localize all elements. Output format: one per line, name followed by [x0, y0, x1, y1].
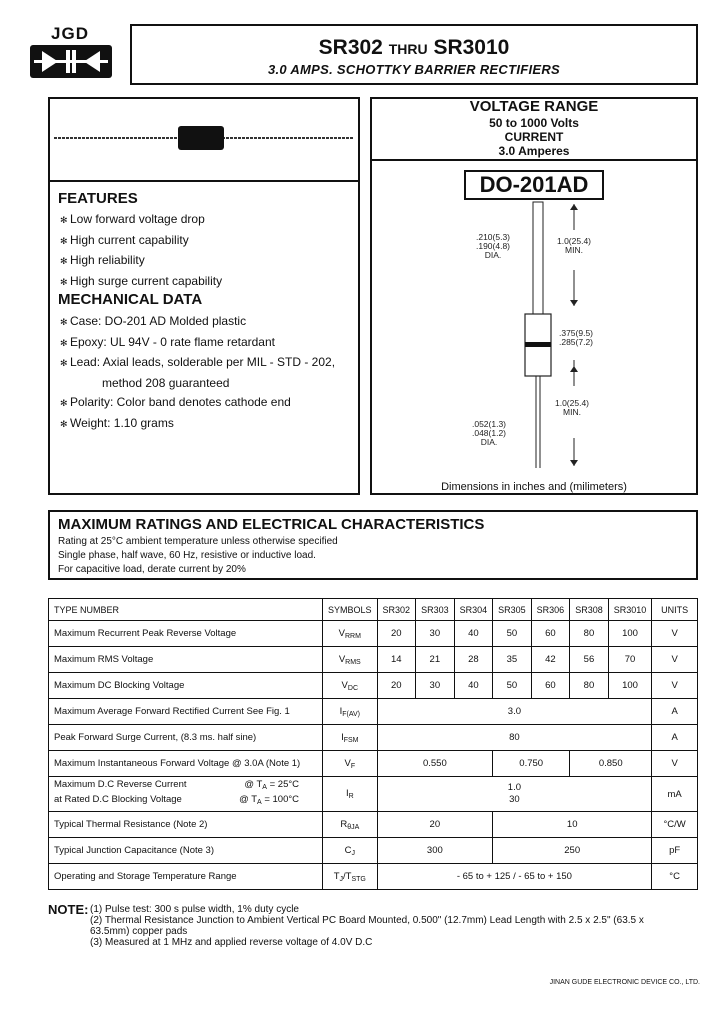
symbol: I [341, 731, 344, 743]
characteristics-table [48, 598, 698, 890]
symbol-cell [323, 751, 378, 777]
bullet-icon: ✻ [60, 418, 68, 429]
condition-text [244, 779, 317, 794]
param-label: Maximum DC Blocking Voltage [49, 673, 323, 699]
value-cell: 100 [608, 673, 652, 699]
unit-cell: V [652, 751, 698, 777]
value-cell: 42 [531, 647, 570, 673]
brand-logo-text: JGD [51, 24, 89, 43]
symbol-sub: FSM [343, 736, 359, 744]
unit-cell: V [652, 621, 698, 647]
header-cell: UNITS [652, 599, 698, 621]
header-cell: SR304 [454, 599, 493, 621]
symbol: T [333, 870, 340, 882]
dim-text: .375(9.5) [558, 328, 594, 338]
table-row [49, 699, 698, 725]
symbol-cell [323, 777, 378, 812]
note-line: (3) Measured at 1 MHz and applied reverse voltage of 4.0V D.C [90, 937, 373, 948]
list-item [60, 353, 335, 374]
value-cell: 0.750 [493, 751, 570, 777]
symbol-cell [323, 838, 378, 864]
current-label: CURRENT [504, 130, 564, 144]
value-cell: 14 [377, 647, 416, 673]
header-cell: SR3010 [608, 599, 652, 621]
thru-word: THRU [388, 41, 428, 57]
header-cell: TYPE NUMBER [49, 599, 323, 621]
param-label-line: Maximum D.C Reverse Current [54, 779, 187, 790]
dim-lead-len-top [552, 237, 596, 255]
table-row [49, 864, 698, 890]
symbol: V [341, 679, 348, 691]
table-row [49, 647, 698, 673]
dim-lead-dia-top [468, 233, 518, 260]
symbol: /T [343, 870, 352, 882]
dim-text: 1.0(25.4) [556, 236, 592, 246]
mech-text-cont: method 208 guaranteed [102, 375, 230, 390]
value-cell: 80 [570, 621, 609, 647]
symbol: I [345, 788, 349, 799]
ratings-note: Single phase, half wave, 60 Hz, resistive or inductive load. [58, 550, 316, 561]
unit-cell: °C [652, 864, 698, 890]
dim-text: DIA. [484, 250, 502, 260]
dim-text: .048(1.2) [471, 428, 507, 438]
value-cell: 28 [454, 647, 493, 673]
param-label [49, 777, 323, 812]
company-footer: JINAN GUDE ELECTRONIC DEVICE CO., LTD. [549, 979, 700, 986]
product-subtitle: 3.0 AMPS. SCHOTTKY BARRIER RECTIFIERS [267, 62, 561, 77]
table-header-row [49, 599, 698, 621]
ratings-note: Rating at 25°C ambient temperature unless otherwise specified [58, 536, 338, 547]
value-cell: 60 [531, 621, 570, 647]
value-cell [377, 777, 652, 812]
value-cell: 80 [570, 673, 609, 699]
list-item [60, 231, 222, 252]
list-item [60, 210, 222, 231]
package-name: DO-201AD [464, 170, 604, 200]
notes-title: NOTE: [48, 902, 89, 917]
dim-text: .210(5.3) [475, 232, 511, 242]
symbol-sub: θJA [347, 823, 360, 831]
symbol: V [344, 757, 351, 769]
cond-sub: A [262, 784, 267, 791]
mech-text: Lead: Axial leads, solderable per MIL - STD - 202, [70, 355, 336, 369]
feature-text: High current capability [70, 232, 189, 247]
value-line: 1.0 [507, 782, 522, 793]
bullet-icon: ✻ [60, 398, 68, 408]
symbol-cell [323, 673, 378, 699]
symbol-sub: STG [351, 875, 366, 883]
list-item [60, 272, 222, 293]
bullet-icon: ✻ [60, 317, 68, 327]
header-cell: SR305 [493, 599, 532, 621]
spec-divider [370, 159, 698, 161]
value-cell: 56 [570, 647, 609, 673]
param-label: Typical Junction Capacitance (Note 3) [49, 838, 323, 864]
value-cell: 80 [377, 725, 652, 751]
symbol: R [340, 818, 348, 830]
symbol-cell [323, 699, 378, 725]
value-cell: 40 [454, 621, 493, 647]
value-cell: 40 [454, 673, 493, 699]
symbol-cell [323, 812, 378, 838]
param-label: Typical Thermal Resistance (Note 2) [49, 812, 323, 838]
symbol-sub: J [339, 875, 344, 883]
mechanical-list [60, 312, 335, 434]
bullet-icon: ✻ [60, 235, 68, 246]
bullet-icon: ✻ [60, 276, 68, 287]
value-cell: 50 [493, 673, 532, 699]
param-label: Maximum Average Forward Rectified Current See Fig. 1 [49, 699, 323, 725]
value-line: 30 [509, 794, 520, 805]
symbol-sub: J [351, 849, 355, 857]
header-cell: SYMBOLS [323, 599, 378, 621]
header-cell: SR308 [570, 599, 609, 621]
dim-text: .285(7.2) [558, 337, 594, 347]
mech-text: Polarity: Color band denotes cathode end [70, 395, 291, 409]
list-item [60, 333, 335, 354]
bullet-icon: ✻ [60, 256, 68, 266]
note-line: (1) Pulse test: 300 s pulse width, 1% duty cycle [90, 904, 299, 915]
symbol-sub: DC [347, 684, 359, 692]
feature-text: High surge current capability [70, 273, 223, 288]
cond-sub: A [257, 799, 262, 806]
param-label: Operating and Storage Temperature Range [49, 864, 323, 890]
part-end: SR3010 [433, 36, 510, 59]
dim-text: MIN. [563, 407, 581, 417]
ratings-title: MAXIMUM RATINGS AND ELECTRICAL CHARACTERISTICS [58, 516, 485, 533]
list-item [60, 251, 222, 272]
symbol-cell [323, 647, 378, 673]
voltage-range-label: VOLTAGE RANGE [469, 98, 599, 115]
list-item [60, 414, 335, 435]
unit-cell: °C/W [652, 812, 698, 838]
mech-text: Case: DO-201 AD Molded plastic [70, 314, 247, 328]
value-cell: 300 [377, 838, 493, 864]
table-row [49, 621, 698, 647]
unit-cell: A [652, 725, 698, 751]
param-label-line: at Rated D.C Blocking Voltage [54, 794, 182, 805]
header-cell: SR306 [531, 599, 570, 621]
features-title: FEATURES [58, 190, 138, 207]
header-cell: SR303 [416, 599, 455, 621]
symbol: C [344, 844, 352, 856]
dim-lead-dia-bottom [464, 420, 514, 447]
condition-text [239, 794, 317, 809]
mechanical-title: MECHANICAL DATA [58, 291, 203, 308]
value-cell: 35 [493, 647, 532, 673]
unit-cell: V [652, 647, 698, 673]
symbol-cell [323, 864, 378, 890]
value-cell: 20 [377, 621, 416, 647]
value-cell: 70 [608, 647, 652, 673]
value-cell: 100 [608, 621, 652, 647]
cond-tail: = 25°C [266, 779, 300, 790]
dim-body-len [554, 329, 598, 347]
param-label: Maximum RMS Voltage [49, 647, 323, 673]
dim-lead-len-bottom [550, 399, 594, 417]
symbol: V [338, 653, 346, 665]
table-row [49, 812, 698, 838]
mech-text: Epoxy: UL 94V - 0 rate flame retardant [70, 334, 275, 349]
value-cell: 21 [416, 647, 455, 673]
current-value: 3.0 Amperes [498, 144, 570, 158]
table-row [49, 673, 698, 699]
dim-text: .052(1.3) [471, 419, 507, 429]
bullet-icon: ✻ [60, 358, 68, 368]
symbol-sub: F [350, 762, 356, 770]
bullet-icon: ✻ [60, 337, 68, 348]
feature-text: High reliability [70, 253, 145, 267]
value-cell: 20 [377, 673, 416, 699]
symbol: V [338, 627, 345, 639]
unit-cell: mA [652, 777, 698, 812]
value-cell: 20 [377, 812, 493, 838]
table-row [49, 725, 698, 751]
dim-text: 1.0(25.4) [554, 398, 590, 408]
symbol-sub: R [348, 793, 354, 800]
value-cell: 0.550 [377, 751, 493, 777]
value-cell: 30 [416, 621, 455, 647]
symbol-sub: RMS [345, 658, 361, 666]
ratings-note: For capacitive load, derate current by 20% [58, 564, 246, 575]
unit-cell: A [652, 699, 698, 725]
dim-text: DIA. [480, 437, 498, 447]
symbol-cell [323, 621, 378, 647]
unit-cell: pF [652, 838, 698, 864]
param-label: Maximum Instantaneous Forward Voltage @ 3.0A (Note 1) [49, 751, 323, 777]
table-row [49, 751, 698, 777]
voltage-range-value: 50 to 1000 Volts [489, 116, 579, 130]
dim-text: .190(4.8) [475, 241, 511, 251]
diode-logo-icon [30, 45, 112, 78]
value-cell: 50 [493, 621, 532, 647]
table-row [49, 777, 698, 812]
param-label: Peak Forward Surge Current, (8.3 ms. half sine) [49, 725, 323, 751]
cond-prefix: @ T [239, 794, 258, 805]
value-cell: 10 [493, 812, 652, 838]
part-number-title [130, 36, 698, 60]
header-cell: SR302 [377, 599, 416, 621]
note-line: 63.5mm) copper pads [90, 926, 188, 937]
dimensions-note: Dimensions in inches and (milimeters) [441, 481, 627, 493]
features-divider [48, 180, 360, 182]
symbol: I [339, 705, 343, 717]
bullet-icon: ✻ [60, 215, 68, 225]
value-cell: 250 [493, 838, 652, 864]
unit-cell: V [652, 673, 698, 699]
symbol-cell [323, 725, 378, 751]
cond-prefix: @ T [244, 779, 263, 790]
param-label: Maximum Recurrent Peak Reverse Voltage [49, 621, 323, 647]
value-cell: 60 [531, 673, 570, 699]
dim-text: MIN. [565, 245, 583, 255]
value-cell: 3.0 [377, 699, 652, 725]
mech-text: Weight: 1.10 grams [70, 415, 174, 430]
value-cell: 30 [416, 673, 455, 699]
value-cell: 0.850 [570, 751, 652, 777]
table-row [49, 838, 698, 864]
cond-tail: = 100°C [261, 794, 300, 805]
list-item [60, 312, 335, 333]
part-start: SR302 [318, 36, 383, 59]
feature-text: Low forward voltage drop [70, 212, 205, 226]
value-cell: - 65 to + 125 / - 65 to + 150 [377, 864, 652, 890]
list-item [60, 393, 335, 414]
features-list [60, 210, 222, 292]
symbol-sub: F(AV) [342, 710, 360, 718]
note-line: (2) Thermal Resistance Junction to Ambient Vertical PC Board Mounted, 0.500" (12.7mm) Lead Length with 2.5 x 2.5" (63.5 x [90, 915, 644, 926]
component-photo [54, 126, 354, 155]
symbol-sub: RRM [344, 632, 361, 640]
